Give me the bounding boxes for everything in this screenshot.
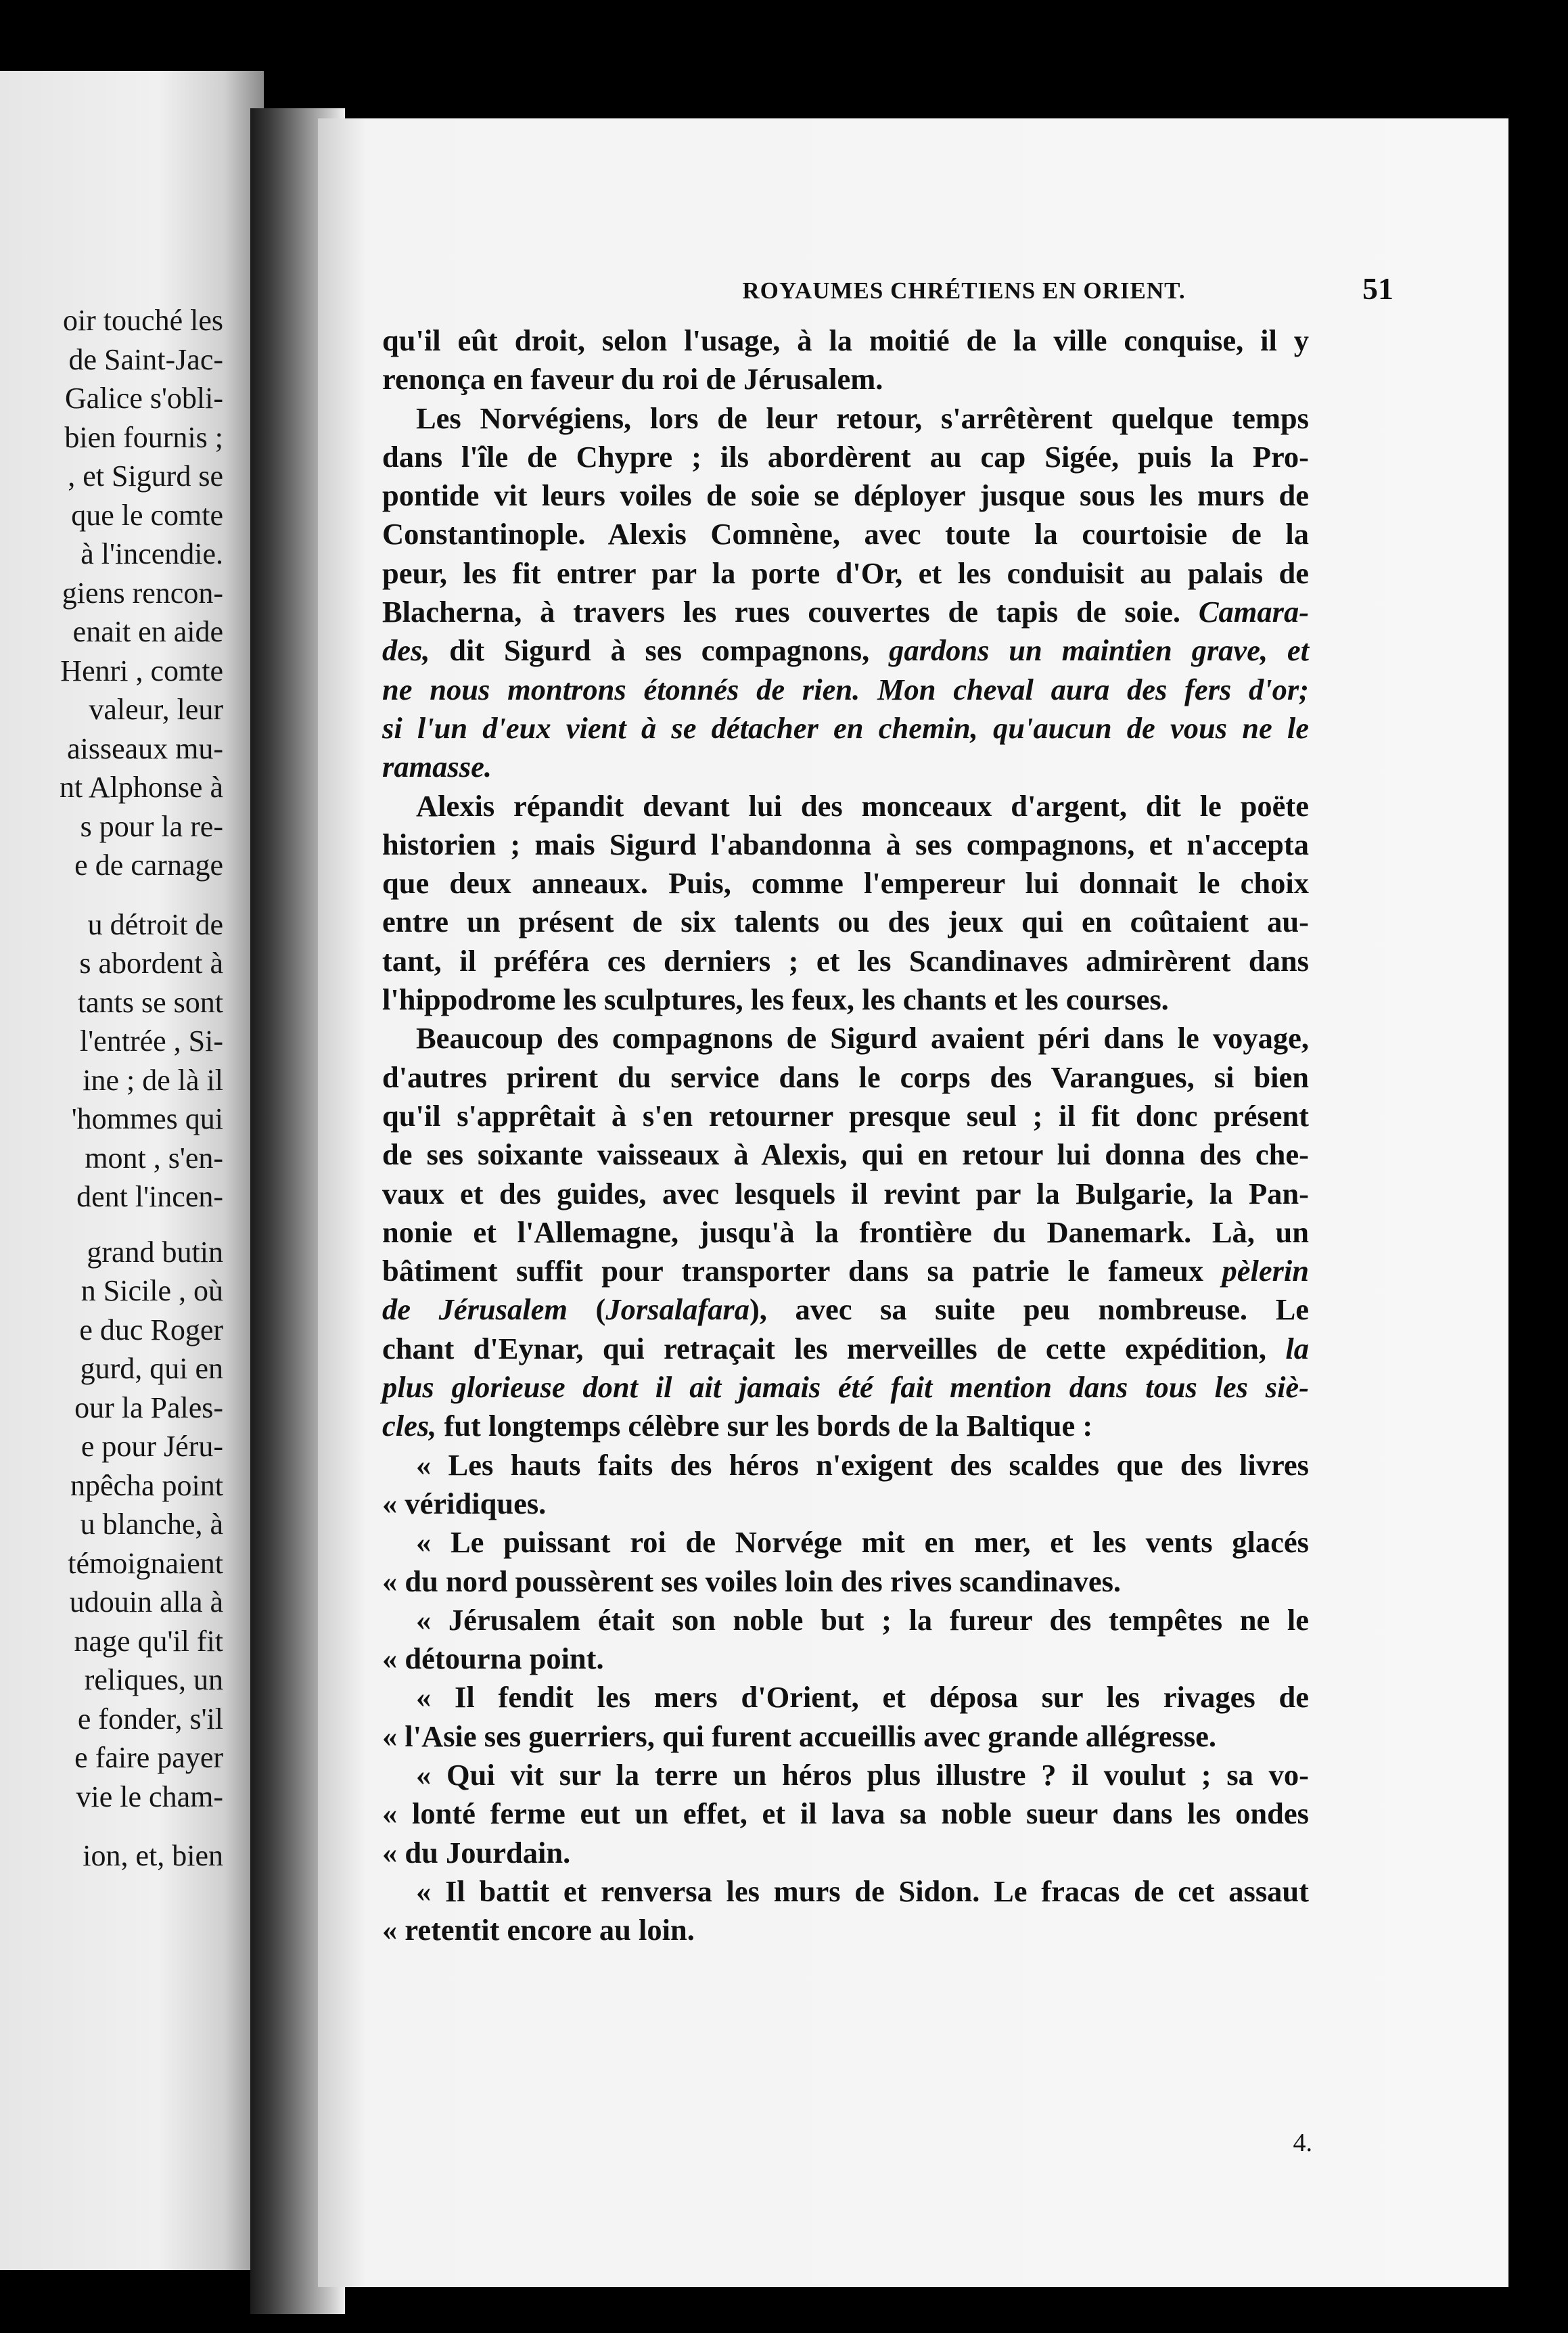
text-line: peur, les fit entrer par la porte d'Or, et les conduisit au palais de [382,556,1309,590]
text-line: gurd, qui en [80,1352,223,1385]
text-line: mont , s'en- [85,1141,223,1175]
text-line: oir touché les [62,304,223,337]
text-line: npêcha point [70,1468,223,1502]
text-line: que le comte [71,498,223,532]
text-line: Henri , comte [60,654,223,687]
text-line: dent l'incen- [76,1180,223,1213]
text-line [382,1407,1309,1445]
text-line: , et Sigurd se [68,459,223,493]
text-span: Blacherna, à travers les rues couvertes de tapis de soie. [382,595,1181,629]
text-line: vie le cham- [76,1780,223,1813]
text-line: e duc Roger [79,1313,223,1346]
text-line: « l'Asie ses guerriers, qui furent accueillis avec grande allégresse. [382,1719,1217,1753]
text-line [382,1252,1309,1290]
text-line: u détroit de [87,907,223,941]
text-line: ne nous montrons étonnés de rien. Mon cheval aura des fers d'or; [382,672,1309,706]
text-line: bien fournis ; [64,420,223,454]
italic-span: Jorsalafara [605,1292,750,1327]
italic-span: cles, [382,1409,437,1443]
text-line: « lonté ferme eut un effet, et il lava sa noble sueur dans les ondes [382,1796,1309,1831]
text-line: si l'un d'eux vient à se détacher en chemin, qu'aucun de vous ne le [382,710,1309,745]
text-line: tants se sont [77,985,223,1019]
text-line: qu'il s'apprêtait à s'en retourner presque seul ; il fit donc présent [382,1098,1309,1133]
text-line: Alexis répandit devant lui des monceaux d'argent, dit le poëte [416,788,1309,823]
body-text [382,321,1309,1949]
text-line: e faire payer [74,1741,223,1774]
text-line: valeur, leur [89,693,223,726]
text-line: « Le puissant roi de Norvége mit en mer, et les vents glacés [416,1525,1309,1560]
text-span: bâtiment suffit pour transporter dans sa patrie le fameux [382,1254,1204,1288]
text-line: « Il battit et renversa les murs de Sidon. Le fracas de cet assaut [416,1874,1309,1908]
text-span: ( [595,1292,606,1327]
text-line [382,593,1309,631]
text-line: udouin alla à [69,1585,223,1618]
text-line: « Les hauts faits des héros n'exigent des scaldes que des livres [416,1447,1309,1482]
text-line: « Il fendit les mers d'Orient, et déposa sur les rivages de [416,1680,1309,1715]
text-line: « Jérusalem était son noble but ; la fureur des tempêtes ne le [416,1602,1309,1637]
italic-span: de Jérusalem [382,1292,568,1327]
signature-mark: 4. [1293,2129,1312,2157]
text-line: « du Jourdain. [382,1835,571,1870]
text-line: s pour la re- [80,809,223,843]
text-line: « retentit encore au loin. [382,1913,695,1947]
text-line: tant, il préféra ces derniers ; et les Scandinaves admirèrent dans [382,943,1309,978]
text-line: ion, et, bien [83,1839,223,1872]
text-line: de Saint-Jac- [68,342,223,376]
text-line: e fonder, s'il [77,1702,223,1736]
text-line: l'entrée , Si- [80,1024,223,1058]
italic-span: pèlerin [1222,1254,1310,1288]
running-header [534,271,1393,311]
text-line: nt Alphonse à [60,771,223,804]
text-line: de ses soixante vaisseaux à Alexis, qui en retour lui donna des che- [382,1137,1309,1172]
text-line: giens rencon- [62,576,223,610]
text-line: « détourna point. [382,1641,604,1676]
text-line: « Qui vit sur la terre un héros plus illustre ? il voulut ; sa vo- [416,1757,1309,1792]
text-line: que deux anneaux. Puis, comme l'empereur lui donnait le choix [382,866,1309,901]
text-line: vaux et des guides, avec lesquels il revint par la Bulgarie, la Pan- [382,1176,1309,1210]
text-line: plus glorieuse dont il ait jamais été fait mention dans tous les siè- [382,1370,1309,1405]
text-line: Les Norvégiens, lors de leur retour, s'arrêtèrent quelque temps [416,401,1309,435]
text-line: nonie et l'Allemagne, jusqu'à la frontière du Danemark. Là, un [382,1215,1309,1249]
text-line: Constantinople. Alexis Comnène, avec toute la courtoisie de la [382,517,1309,551]
text-line [382,1290,1309,1329]
text-line: à l'incendie. [80,537,223,570]
previous-page [0,71,264,2270]
text-line: reliques, un [84,1663,223,1696]
text-span: ), avec sa suite peu nombreuse. Le [749,1292,1309,1327]
text-line: nage qu'il fit [74,1624,223,1658]
text-line: historien ; mais Sigurd l'abandonna à ses compagnons, et n'accepta [382,827,1309,861]
previous-page-text [0,301,223,1876]
text-line: aisseaux mu- [67,731,223,765]
text-line: pontide vit leurs voiles de soie se déployer jusque sous les murs de [382,478,1309,513]
text-line: u blanche, à [80,1508,223,1541]
text-line: qu'il eût droit, selon l'usage, à la moitié de la ville conquise, il y [382,323,1309,357]
text-line [382,1330,1309,1368]
text-line [382,631,1309,670]
text-line: Galice s'obli- [65,382,223,415]
text-line: « véridiques. [382,1486,547,1520]
text-line: renonça en faveur du roi de Jérusalem. [382,362,883,397]
italic-span: des, [382,633,430,668]
text-line: ine ; de là il [83,1063,223,1097]
italic-span: gardons un maintien grave, et [889,633,1309,668]
text-line: témoignaient [68,1546,223,1580]
text-line: grand butin [87,1235,223,1269]
text-line: n Sicile , où [80,1274,223,1307]
running-title: ROYAUMES CHRÉTIENS EN ORIENT. [742,277,1186,304]
text-line: our la Pales- [74,1390,223,1424]
text-line: entre un présent de six talents ou des jeux qui en coûtaient au- [382,905,1309,939]
text-line: s abordent à [79,947,223,980]
italic-span: la [1285,1331,1309,1365]
text-span: fut longtemps célèbre sur les bords de la Baltique : [444,1409,1093,1443]
text-line: ramasse. [382,750,492,784]
current-page [318,118,1508,2287]
text-line: d'autres prirent du service dans le corps des Varangues, si bien [382,1060,1309,1094]
text-line: enait en aide [72,615,223,648]
text-line: Beaucoup des compagnons de Sigurd avaient péri dans le voyage, [416,1021,1309,1056]
page-number: 51 [1362,271,1393,306]
text-line: e de carnage [74,848,223,882]
text-line: dans l'île de Chypre ; ils abordèrent au cap Sigée, puis la Pro- [382,439,1309,474]
text-span: chant d'Eynar, qui retraçait les merveilles de cette expédition, [382,1331,1267,1365]
text-line: « du nord poussèrent ses voiles loin des rives scandinaves. [382,1564,1122,1598]
text-line: l'hippodrome les sculptures, les feux, les chants et les courses. [382,982,1169,1017]
italic-span: Camara- [1198,595,1310,629]
text-span: dit Sigurd à ses compagnons, [449,633,870,668]
text-line: 'hommes qui [71,1102,223,1135]
text-line: e pour Jéru- [80,1430,223,1463]
